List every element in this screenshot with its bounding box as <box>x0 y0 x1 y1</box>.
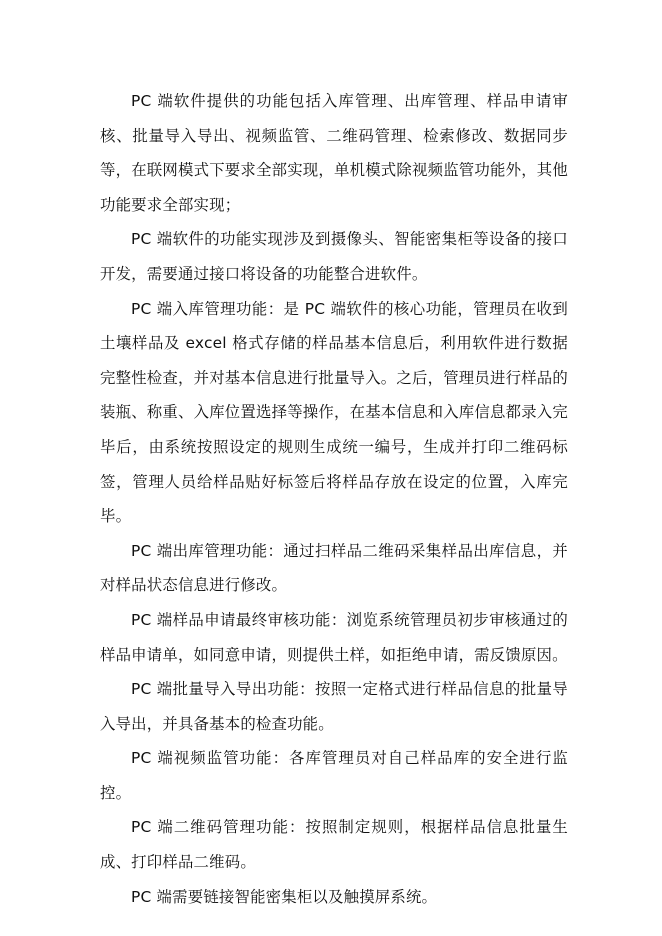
paragraph-request-review: PC 端样品申请最终审核功能：浏览系统管理员初步审核通过的样品申请单，如同意申请，则提供土样，如拒绝申请，需反馈原因。 <box>100 610 568 664</box>
paragraph-qr-code-management: PC 端二维码管理功能：按照制定规则，根据样品信息批量生成、打印样品二维码。 <box>100 818 568 872</box>
document-page <box>100 84 568 914</box>
paragraph-video-monitoring: PC 端视频监管功能：各库管理员对自己样品库的安全进行监控。 <box>100 749 568 802</box>
paragraph-functions-overview: PC 端软件提供的功能包括入库管理、出库管理、样品申请审核、批量导入导出、视频监管、二维码管理、检索修改、数据同步等，在联网模式下要求全部实现，单机模式除视频监管功能外，其他功能要求全部实现； <box>100 92 568 214</box>
paragraph-cabinet-touchscreen: PC 端需要链接智能密集柜以及触摸屏系统。 <box>131 887 438 906</box>
paragraph-device-interfaces: PC 端软件的功能实现涉及到摄像头、智能密集柜等设备的接口开发，需要通过接口将设备的功能整合进软件。 <box>100 230 568 283</box>
paragraph-outbound-management: PC 端出库管理功能：通过扫样品二维码采集样品出库信息，并对样品状态信息进行修改。 <box>100 541 568 595</box>
paragraph-inbound-management: PC 端入库管理功能：是 PC 端软件的核心功能，管理员在收到土壤样品及 excel 格式存储的样品基本信息后，利用软件进行数据完整性检查，并对基本信息进行批量导入。之后，管理员进行样品的装瓶、称重、入库位置选择等操作，在基本信息和入库信息都录入完毕后，由系统按照设定的规则生成统一编号，生成并打印二维码标签，管理人员给样品贴好标签后将样品存放在设定的位置，入库完毕。 <box>100 299 568 526</box>
paragraph-batch-import-export: PC 端批量导入导出功能：按照一定格式进行样品信息的批量导入导出，并具备基本的检查功能。 <box>100 680 568 733</box>
